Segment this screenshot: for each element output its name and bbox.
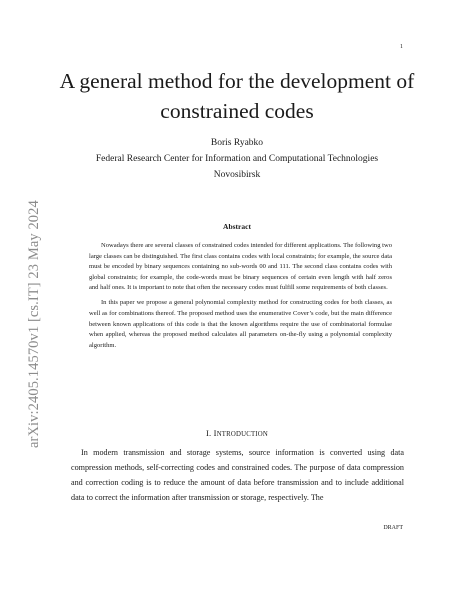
section-title-initial: I xyxy=(213,428,217,438)
abstract-paragraph-2: In this paper we propose a general polynomial complexity method for constructing codes for both classes, as well as for combinations thereof. The proposed method uses the enumerative Cover’s code, but the main difference between known applications of this code is that the known algorithms require the use of combinatorial formulae when applied, whereas the proposed method calculates all parameters on-the-fly using a polynomial complexity algorithm. xyxy=(89,299,392,349)
author-block xyxy=(60,135,414,183)
paper-title xyxy=(50,66,424,126)
page-number: 1 xyxy=(400,44,403,50)
section-title-rest: NTRODUCTION xyxy=(216,431,268,438)
section-heading-introduction xyxy=(0,428,474,438)
draft-footer: DRAFT xyxy=(383,525,403,531)
affiliation-line-1: Federal Research Center for Information and Computational Technologies xyxy=(95,154,379,164)
section-number: I. xyxy=(205,428,212,438)
abstract-paragraph-1: Nowadays there are several classes of constrained codes intended for different applications. The following two large classes can be distinguished. The first class contains codes with local constraints; for example, the source data must be encoded by binary sequences containing no sub-words 00 and 111. The second class contains codes with global constraints; for example, the code-words must be binary sequences of certain even length with half zeros and half ones. It is important to note that often the necessary codes must fulfill some requirements of both classes. xyxy=(89,242,392,292)
arxiv-identifier-stamp[interactable]: arXiv:2405.14570v1 [cs.IT] 23 May 2024 xyxy=(26,200,42,448)
affiliation-line-2: Novosibirsk xyxy=(213,170,261,180)
introduction-paragraph: In modern transmission and storage systems, source information is converted using data compression methods, self-correcting codes and constrained codes. The purpose of data compression and correction coding is to reduce the amount of data before transmission and to include additional data to correct the information after transmission or storage, respectively. The xyxy=(71,448,404,502)
paper-title-line-1: A general method for the development of xyxy=(59,69,415,93)
introduction-body xyxy=(71,445,404,505)
author-name: Boris Ryabko xyxy=(210,138,264,148)
abstract-heading: Abstract xyxy=(223,222,251,231)
paper-title-line-2: constrained codes xyxy=(160,99,314,123)
abstract-body xyxy=(89,241,392,351)
